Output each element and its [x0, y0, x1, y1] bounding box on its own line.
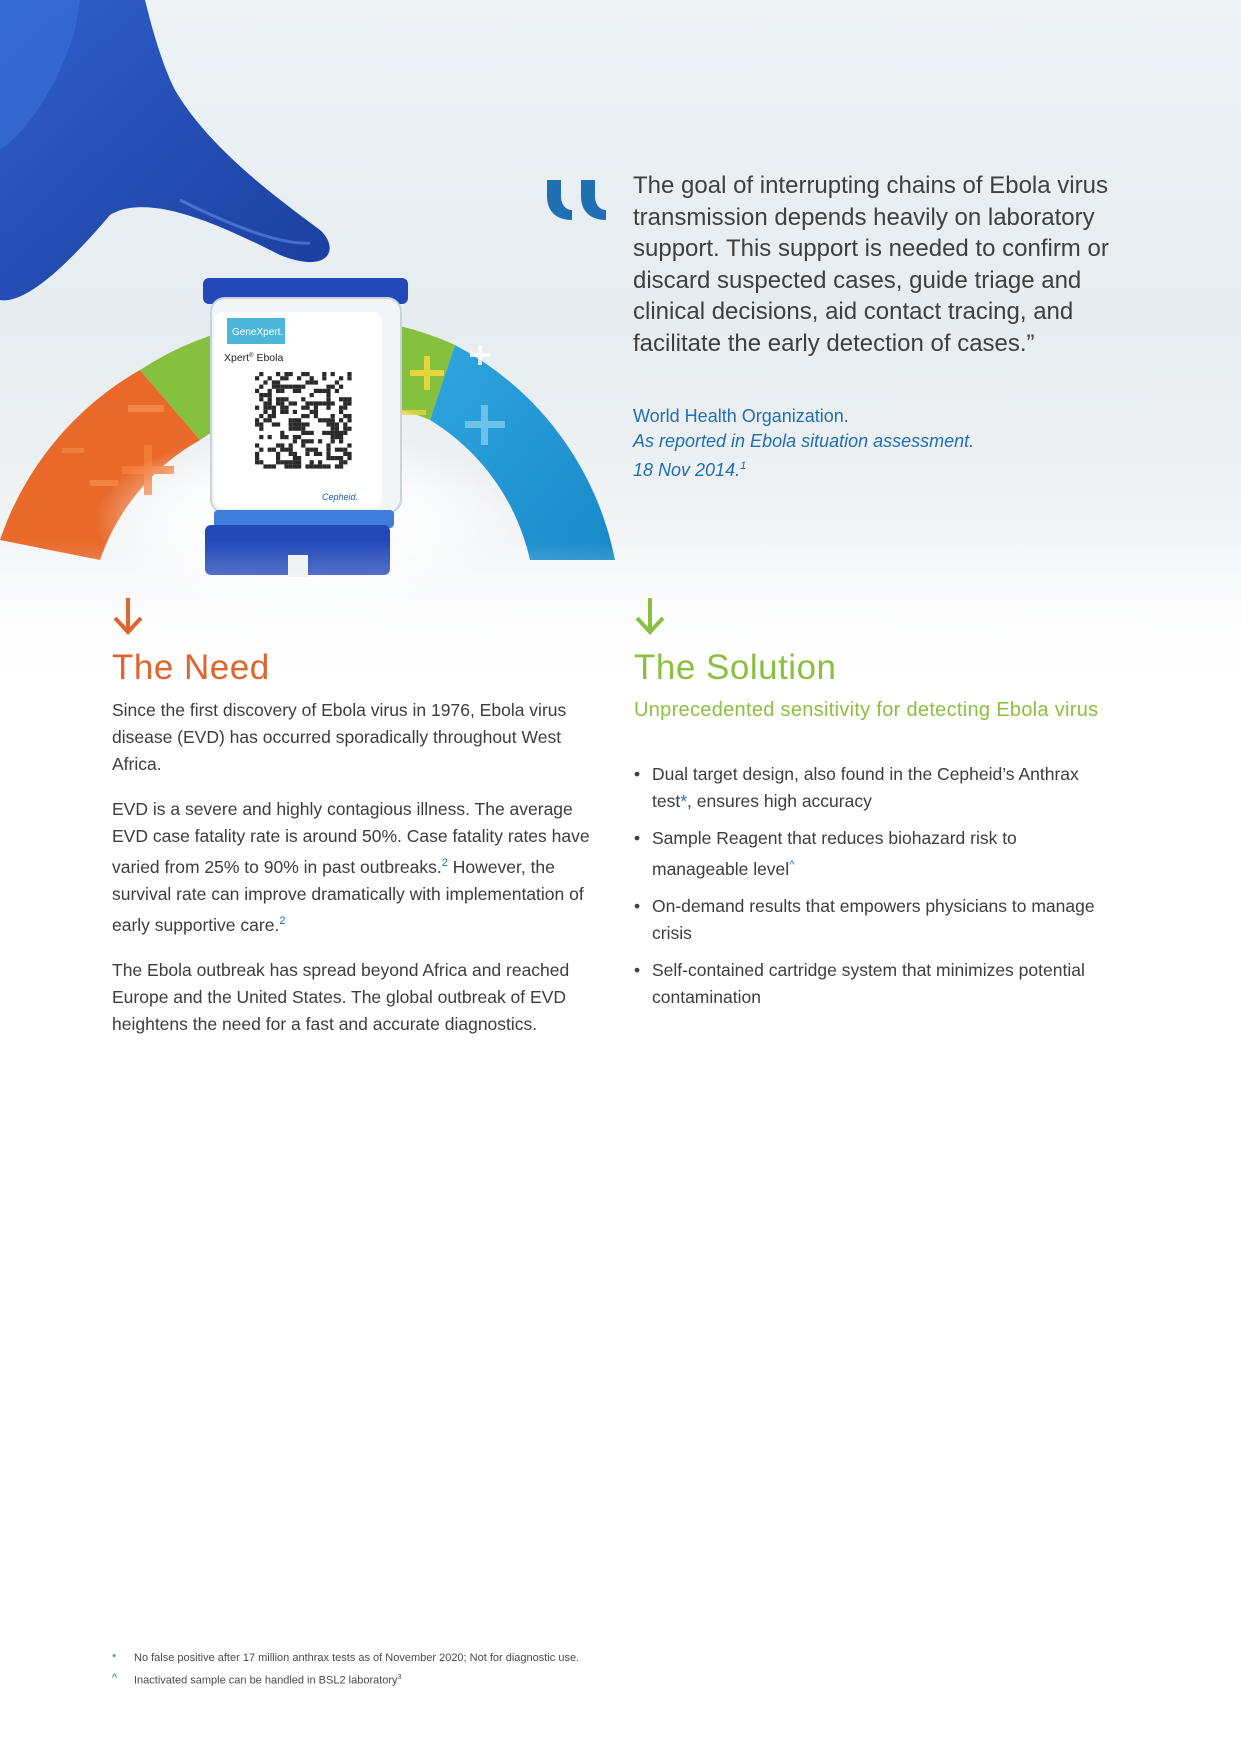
- attribution-report: As reported in Ebola situation assessment.: [633, 431, 975, 451]
- bullet-icon: •: [634, 895, 641, 916]
- need-body: [112, 697, 612, 1056]
- footnotes: [112, 1648, 579, 1691]
- quote-attribution: [633, 404, 974, 483]
- footnote-ref[interactable]: 1: [740, 460, 747, 472]
- solution-bullet-list: [634, 761, 1114, 1021]
- gloved-finger: [0, 0, 330, 300]
- svg-text:Xpert® Ebola: Xpert® Ebola: [224, 352, 284, 364]
- bullet-icon: •: [634, 764, 641, 784]
- quote-text: The goal of interrupting chains of Ebola virus transmission depends heavily on laboratory support. This support is needed to confirm or discard suspected cases, guide triage and clinical decisions, aid contact tracing, and facilitate the early detection of cases.”: [633, 172, 1109, 357]
- quote-icon: [545, 178, 609, 222]
- footnote-ref[interactable]: 2: [279, 914, 286, 927]
- arrow-down-icon: [634, 596, 666, 636]
- bullet-icon: •: [634, 959, 641, 980]
- need-title: The Need: [112, 648, 270, 687]
- need-paragraph: The Ebola outbreak has spread beyond Africa and reached Europe and the United States. The global outbreak of EVD heightens the need for a fast and accurate diagnostics.: [112, 959, 570, 1034]
- list-item: • Sample Reagent that reduces biohazard risk to manageable level^: [634, 825, 1114, 883]
- list-item: • On-demand results that empowers physicians to manage crisis: [634, 893, 1114, 947]
- svg-text:Cepheid.: Cepheid.: [322, 492, 359, 502]
- hero-banner: [0, 0, 1241, 700]
- solution-title: The Solution: [634, 648, 837, 687]
- footnote-mark: *: [112, 1652, 117, 1664]
- footnote-mark: ^: [112, 1672, 118, 1684]
- need-paragraph: EVD is a severe and highly contagious illness. The average EVD case fatality rate is around 50%. Case fatality rates have varied from 25% to 90% in past outbreaks.$^2$ However, the survival rate can improve dramatically with implementation of early supportive care.$^2$: [112, 799, 590, 935]
- footnote-ref[interactable]: 2: [441, 857, 448, 869]
- footnote-mark: *: [680, 791, 688, 811]
- arrow-down-icon: [112, 596, 144, 636]
- xpert-cartridge: [203, 278, 408, 577]
- solution-subtitle: Unprecedented sensitivity for detecting Ebola virus: [634, 699, 1099, 721]
- footnote-mark: ^: [789, 859, 795, 871]
- bullet-icon: •: [634, 828, 641, 848]
- list-item: • Self-contained cartridge system that minimizes potential contamination: [634, 957, 1114, 1011]
- need-paragraph: Since the first discovery of Ebola virus in 1976, Ebola virus disease (EVD) has occurred sporadically throughout West Africa.: [112, 700, 567, 774]
- footnote: ^ Inactivated sample can be handled in BSL2 laboratory$^3$: [112, 1668, 579, 1691]
- svg-text:GeneXpert.: GeneXpert.: [232, 327, 284, 338]
- list-item: • Dual target design, also found in the Cepheid’s Anthrax test*, ensures high accuracy: [634, 761, 1114, 815]
- attribution-date: 18 Nov 2014.$^1$: [633, 460, 747, 480]
- attribution-org: World Health Organization.: [633, 406, 849, 426]
- footnote: * No false positive after 17 million anthrax tests as of November 2020; Not for diagnostic use.: [112, 1648, 579, 1668]
